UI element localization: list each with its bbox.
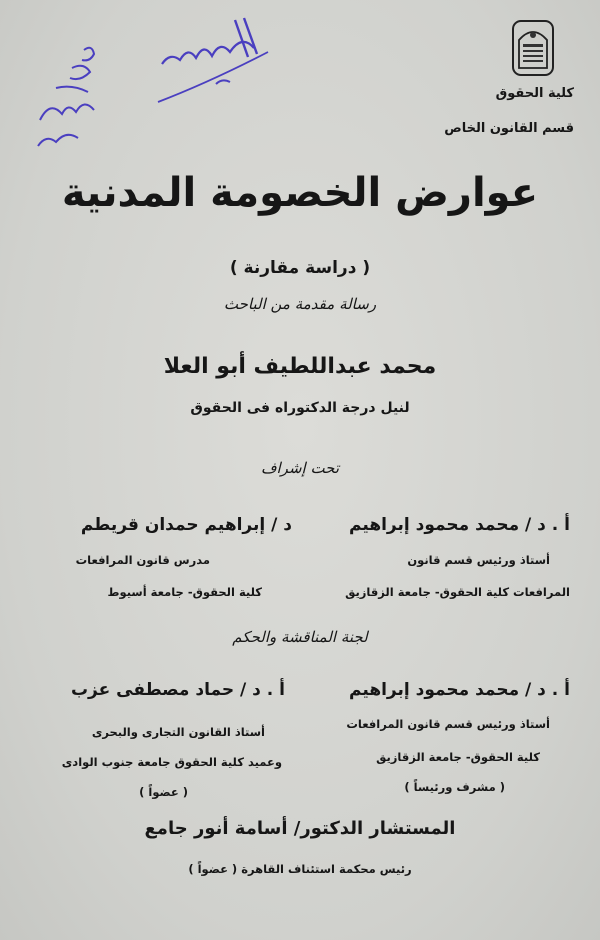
researcher-name: محمد عبداللطيف أبو العلا <box>163 354 437 379</box>
faculty-name: كلية الحقوق <box>495 86 574 101</box>
submitted-by-label: رسالة مقدمة من الباحث <box>223 295 377 313</box>
supervision-heading: تحت إشراف <box>260 459 340 477</box>
thesis-title: عوارض الخصومة المدنية <box>61 170 539 216</box>
counselor-role: رئيس محكمة استئناف القاهرة ( عضواً ) <box>188 862 412 876</box>
thesis-subtitle: ( دراسة مقارنة ) <box>229 258 371 278</box>
committee-member-1-line-1: أستاذ ورئيس قسم قانون المرافعات <box>346 717 550 731</box>
committee-member-2-name: أ . د / حماد مصطفى عزب <box>70 680 285 700</box>
supervisor-2-line-2: كلية الحقوق- جامعة أسيوط <box>107 585 262 599</box>
committee-member-1-line-2: كلية الحقوق- جامعة الزقازيق <box>376 750 540 764</box>
supervisor-1-line-1: أستاذ ورئيس قسم قانون <box>407 553 550 567</box>
committee-member-1-role: ( مشرف ورئيساً ) <box>404 780 505 794</box>
committee-member-2-role: ( عضواً ) <box>139 785 188 799</box>
committee-member-2-line-2: وعميد كلية الحقوق جامعة جنوب الوادى <box>61 755 282 769</box>
handwritten-annotation-top <box>150 12 270 107</box>
supervisor-1-name: أ . د / محمد محمود إبراهيم <box>349 515 570 535</box>
university-seal-logo <box>510 18 556 78</box>
degree-line: لنيل درجة الدكتوراه فى الحقوق <box>190 400 410 416</box>
supervisor-1-line-2: المرافعات كلية الحقوق- جامعة الزقازيق <box>345 585 570 599</box>
supervisor-2-name: د / إبراهيم حمدان قريطم <box>80 515 292 535</box>
department-name: قسم القانون الخاص <box>444 121 574 136</box>
supervisor-2-line-1: مدرس قانون المرافعات <box>75 553 210 567</box>
committee-heading: لجنة المناقشة والحكم <box>232 628 368 646</box>
handwritten-annotation-side <box>32 38 112 163</box>
committee-member-2-line-1: أستاذ القانون التجارى والبحرى <box>91 725 265 739</box>
counselor-name: المستشار الدكتور/ أسامة أنور جامع <box>144 818 456 839</box>
committee-member-1-name: أ . د / محمد محمود إبراهيم <box>349 680 570 700</box>
